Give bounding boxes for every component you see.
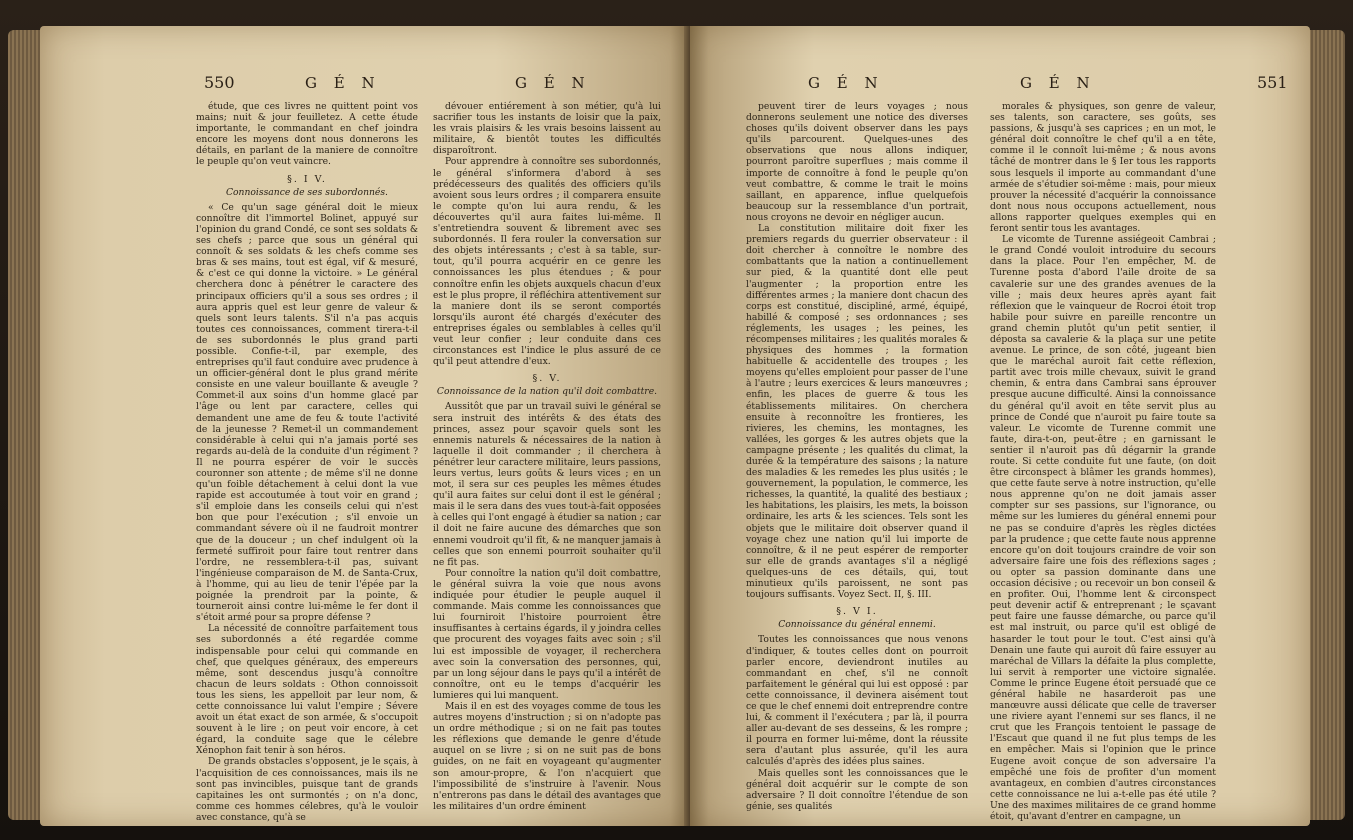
- paragraph: La constitution militaire doit fixer les premiers regards du guerrier observateur : il doit chercher à connoître le nombre des combattants que la nation a continuellement sur pied, & la quantité dont elle peut l'augmenter ; la proportion entre les différentes armes ; la maniere dont chacun des corps est constitué, discipliné, armé, équipé, habillé & composé ; ses ordonnances ; ses réglements, les usages ; les peines, les récompenses militaires ; les qualités morales & physiques des hommes ; la formation habituelle & accidentelle des troupes ; les moyens qu'elles emploient pour passer de l'une à l'autre ; leurs exercices & leurs manœuvres ; enfin, les places de guerre & tous les établissements militaires. On cherchera ensuite à reconnoître les frontieres, les rivieres, les chemins, les montagnes, les vallées, les gorges & les autres objets que la campagne présente ; les qualités du climat, la durée & la température des saisons ; la nature des maladies & les remedes les plus usités ; le gouvernement, la population, le commerce, les richesses, la quantité, la qualité des bestiaux ; les habitations, les plaisirs, les mets, la boisson ordinaire, les arts & les sciences. Tels sont les objets que le militaire doit observer quand il voyage chez une nation qu'il lui importe de connoître, & il ne peut espérer de remporter sur elle de grands avantages s'il a négligé quelques-uns de ces détails, qui, tout minutieux qu'ils paroissent, ne sont pas toujours suffisants. Voyez Sect. II, §. III.: [746, 223, 968, 601]
- paragraph: « Ce qu'un sage général doit le mieux connoître dit l'immortel Bolinet, appuyé sur l'opinion du grand Condé, ce sont ses soldats & ses chefs ; parce que sous un général qui connoît & ses soldats & les chefs comme ses bras & ses mains, tout est égal, vif & mesuré, & c'est ce qui donne la victoire. » Le général cherchera donc à pénétrer le caractere des principaux officiers qu'il a sous ses ordres ; il aura appris quel est leur genre de valeur & quels sont leurs talents. S'il n'a pas acquis toutes ces connoissances, comment tirera-t-il de ses subordonnés le plus grand parti possible. Confie-t-il, par exemple, des entreprises qu'il faut conduire avec prudence à un officier-général dont le plus grand mérite consiste en une valeur bouillante & aveugle ? Commet-il aux soins d'un homme glacé par l'âge ou lent par caractere, celles qui demandent une ame de feu & toute l'activité de la jeunesse ? Remet-il un commandement considérable à celui qui n'a jamais porté ses regards au-delà de la conduite d'un régiment ? Il ne pourra espérer de voir le succès couronner son attente ; de même s'il ne donne qu'un foible détachement à celui dont la vue rapide est accoutumée à tout voir en grand ; s'il emploie dans les conseils celui qui n'est bon que pour l'exécution ; s'il envoie un commandant sévere où il ne faudroit montrer que de la douceur ; un chef indulgent où la fermeté suffiroit pour faire tout rentrer dans l'ordre, ne ressemblera-t-il pas, suivant l'ingénieuse comparaison de M. de Santa-Crux, à l'homme, qui au lieu de tenir l'épée par la poignée la prendroit par la pointe, & tourneroit ainsi contre lui-même le fer dont il s'étoit armé pour sa propre défense ?: [196, 201, 418, 624]
- page-edges-left: [8, 30, 44, 820]
- left-running-head-2: G É N: [515, 74, 591, 92]
- paragraph: dévouer entiérement à son métier, qu'à lui sacrifier tous les instants de loisir que la paix, les vrais plaisirs & les vrais besoins laissent au militaire, & bientôt toutes les difficultés disparoîtront.: [433, 101, 661, 157]
- paragraph: Pour apprendre à connoître ses subordonnés, le général s'informera d'abord à ses prédécesseurs des qualités des officiers qu'ils avoient sous leurs ordres ; il comparera ensuite le compte qu'on lui aura rendu, & les découvertes qu'il aura faites lui-même. Il s'entretiendra souvent & librement avec ses subordonnés. Il fera rouler la conversation sur des objets intéressants ; c'est à sa table, sur-tout, qu'il pourra acquérir en ce genre les connoissances les plus étendues ; & pour connoître enfin les objets auxquels chacun d'eux est le plus propre, il réfléchira attentivement sur la maniere dont ils se seront comportés lorsqu'ils auront été chargés d'exécuter des entreprises égales ou semblables à celles qu'il veut leur confier ; leur conduite dans ces circonstances est l'indice le plus assuré de ce qu'il peut attendre d'eux.: [433, 156, 661, 368]
- section-heading: §. V I.: [836, 606, 878, 618]
- paragraph: Le vicomte de Turenne assiégeoit Cambrai ; le grand Condé vouloit introduire du secours dans la place. Pour l'en empêcher, M. de Turenne posta d'abord l'aile droite de sa cavalerie sur une des grandes avenues de la ville ; mais deux heures après ayant fait réflexion que le vainqueur de Rocroi étoit trop habile pour suivre en pareille rencontre un grand chemin plutôt qu'un petit sentier, il déposta sa cavalerie & la plaça sur une petite avenue. Le prince, de son côté, jugeant bien que le maréchal auroit fait cette réflexion, partit avec trois mille chevaux, suivit le grand chemin, & entra dans Cambrai sans éprouver presque aucune difficulté. Ainsi la connoissance du général qu'il avoit en tête servit plus au prince de Condé que n'auroit pu faire toute sa valeur. Le vicomte de Turenne commit une faute, dira-t-on, peut-être ; en garnissant le sentier il n'auroit pas dû dégarnir la grande route. Si cette conduite fut une faute, (on doit être circonspect à blâmer les grands hommes), que cette faute serve à notre instruction, qu'elle nous apprenne qu'on ne doit jamais asser compter sur ses passions, sur l'ignorance, ou même sur les lumieres du général ennemi pour ne pas se conduire d'après les règles dictées par la prudence ; que cette faute nous apprenne encore qu'on doit toujours craindre de voir son adversaire faire une fois des réflexions sages ; ou opter sa passion dominante dans une occasion décisive ; ou recevoir un bon conseil & en profiter. Oui, l'homme lent & circonspect peut devenir actif & entreprenant ; le sçavant peut faire une fausse démarche, ou parce qu'il est mal instruit, ou parce qu'il est obligé de hasarder le tout pour le tout. C'est ainsi qu'à Denain une faute qui auroit dû faire essuyer au maréchal de Villars la défaite la plus complette, lui servit à remporter une victoire signalée. Comme le prince Eugene étoit persuadé que ce général habile ne hasarderoit pas une manœuvre aussi délicate que celle de traverser une riviere ayant l'ennemi sur ses flancs, il ne crut que les François tentoient le passage de l'Escaut que quand il ne fut plus temps de les en empêcher. Mais si l'opinion que le prince Eugene avoit conçue de son adversaire l'a empêché une fois de profiter d'un moment avantageux, en combien d'autres circonstances cette connoissance ne lui a-t-elle pas été utile ? Une des maximes militaires de ce grand homme étoit, qu'avant d'entrer en campagne, un: [990, 234, 1216, 822]
- paragraph: morales & physiques, son genre de valeur, ses talents, son caractere, ses goûts, ses passions, & jusqu'à ses caprices ; en un mot, le général doit connoître le chef qu'il a en tête, comme il le connoît lui-même ; & nous avons tâché de montrer dans le § Ier tous les rapports sous lesquels il importe au commandant d'une armée de s'étudier soi-même : mais, pour mieux prouver la nécessité d'acquérir la connoissance dont nous nous occupons actuellement, nous allons rapporter quelques exemples qui en feront sentir tous les avantages.: [990, 101, 1216, 235]
- right-folio: 551: [1257, 73, 1288, 92]
- right-running-head-2: G É N: [1020, 74, 1096, 92]
- paragraph: peuvent tirer de leurs voyages ; nous donnerons seulement une notice des diverses choses qu'ils doivent observer dans les pays qu'ils parcourent. Quelques-unes des observations que nous allons indiquer, pourront paroître superflues ; mais comme il importe de connoître à fond le peuple qu'on veut combattre, & comme le trait le moins saillant, en apparence, influe quelquefois beaucoup sur la ressemblance d'un portrait, nous croyons ne devoir en négliger aucun.: [746, 101, 968, 223]
- paragraph: Aussitôt que par un travail suivi le général se sera instruit des intérêts & des états des princes, assez pour sçavoir quels sont les ennemis naturels & nécessaires de la nation à laquelle il doit commander ; il cherchera à pénétrer leur caractere militaire, leurs passions, leurs vertus, leurs goûts & leurs vices ; en un mot, il sera sur ces peuples les mêmes études qu'il aura faites sur celui dont il est le général ; mais il le sera dans des vues tout-à-fait opposées à celles qui l'ont engagé à étudier sa nation ; car il doit ne faire aucune des démarches que son ennemi voudroit qu'il fît, & ne manquer jamais à celles que son ennemi pourroit souhaiter qu'il ne fît pas.: [433, 401, 661, 568]
- section-heading: §. V.: [532, 373, 562, 385]
- right-running-head-1: G É N: [808, 74, 884, 92]
- left-page: [40, 26, 690, 826]
- right-column-1: [746, 101, 968, 812]
- page-edges-right: [1305, 30, 1345, 820]
- paragraph: Toutes les connoissances que nous venons d'indiquer, & toutes celles dont on pourroit parler encore, deviendront inutiles au commandant en chef, s'il ne connoît parfaitement le général qui lui est opposé : par cette connoissance, il devinera aisément tout ce que le chef ennemi doit entreprendre contre lui, & comment il l'exécutera ; par là, il pourra aller au-devant de ses desseins, & les rompre ; il pourra en former lui-même, dont la réussite sera d'autant plus assurée, qu'il les aura calculés d'après des idées plus saines.: [746, 634, 968, 768]
- left-column-1: [196, 101, 418, 823]
- right-page: [690, 26, 1310, 826]
- left-column-2: [433, 101, 661, 812]
- section-heading: §. I V.: [287, 173, 327, 185]
- left-folio: 550: [204, 73, 235, 92]
- paragraph: Mais quelles sont les connoissances que le général doit acquérir sur le compte de son adversaire ? Il doit connoître l'étendue de son génie, ses qualités: [746, 767, 968, 812]
- left-running-head-1: G É N: [305, 74, 381, 92]
- section-subtitle: Connoissance de ses subordonnés.: [226, 186, 388, 198]
- section-subtitle: Connoissance du général ennemi.: [778, 619, 936, 631]
- right-column-2: [990, 101, 1216, 822]
- section-subtitle: Connoissance de la nation qu'il doit combattre.: [436, 386, 658, 398]
- paragraph: étude, que ces livres ne quittent point vos mains; nuit & jour feuilletez. A cette étude importante, le commandant en chef joindra encore les moyens dont nous donnerons les détails, en parlant de la maniere de connoître le peuple qu'on veut vaincre.: [196, 101, 418, 168]
- paragraph: La nécessité de connoître parfaitement tous ses subordonnés a été regardée comme indispensable pour celui qui commande en chef, que quelques généraux, des empereurs même, sont descendus jusqu'à connoître chacun de leurs soldats : Othon connoissoit tous les siens, les appelloit par leur nom, & cette connoissance lui valut l'empire ; Sévere avoit un état exact de son armée, & s'occupoit souvent à le lire ; on peut voir encore, à cet égard, la conduite sage que le célebre Xénophon fait tenir à son héros.: [196, 623, 418, 757]
- paragraph: Mais il en est des voyages comme de tous les autres moyens d'instruction ; si on n'adopte pas un ordre méthodique ; si on ne fait pas toutes les réflexions que demande le genre d'étude auquel on se livre ; si on ne suit pas de bons guides, on ne fait en voyageant qu'augmenter son amour-propre, & l'on n'acquiert que l'impossibilité de s'instruire à l'avenir. Nous n'entrerons pas dans le détail des avantages que les militaires d'un ordre éminent: [433, 700, 661, 812]
- paragraph: De grands obstacles s'opposent, je le sçais, à l'acquisition de ces connoissances, mais ils ne sont pas invincibles, puisque tant de grands capitaines les ont surmontés ; on n'a donc, comme ces hommes célebres, qu'à le vouloir avec constance, qu'à se: [196, 756, 418, 823]
- paragraph: Pour connoître la nation qu'il doit combattre, le général suivra la voie que nous avons indiquée pour étudier le peuple auquel il commande. Mais comme les connoissances que lui fourniroit l'histoire pourroient être insuffisantes à certains égards, il y joindra celles que procurent des voyages faits avec soin ; s'il lui est impossible de voyager, il recherchera avec soin la conversation des personnes, qui, par un long séjour dans le pays qu'il a intérêt de connoître, ont eu le temps d'acquérir les lumieres qui lui manquent.: [433, 567, 661, 701]
